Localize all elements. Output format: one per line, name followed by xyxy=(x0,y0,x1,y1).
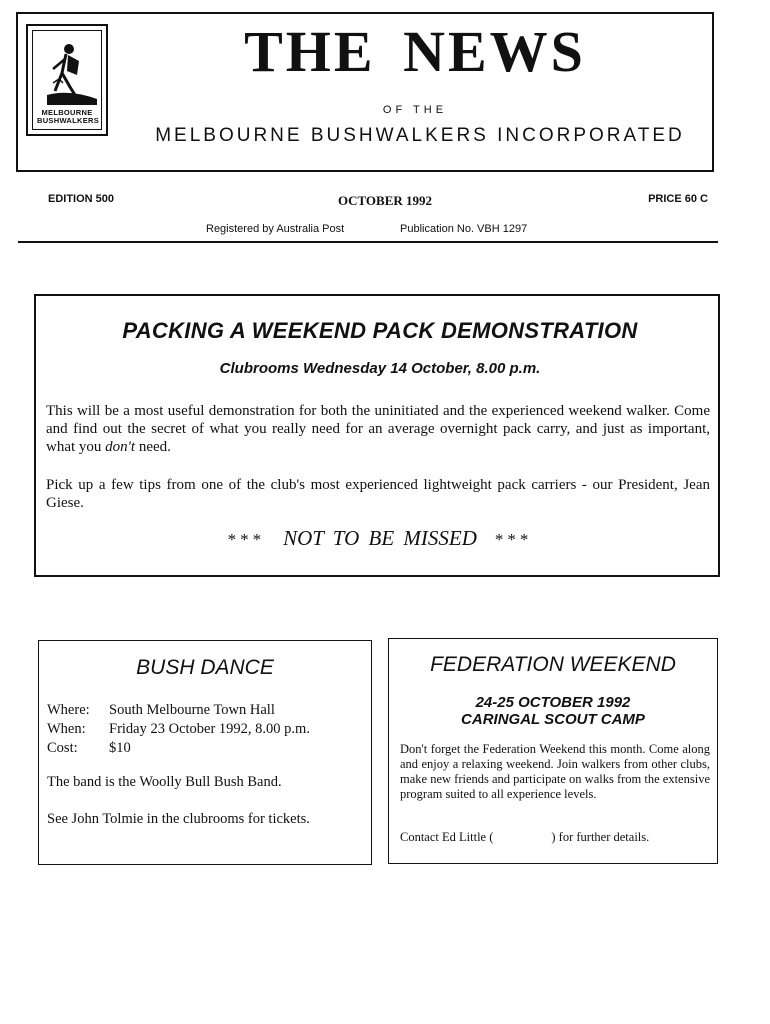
organization-name: MELBOURNE BUSHWALKERS INCORPORATED xyxy=(155,125,685,146)
pack-demo-paragraph-1 xyxy=(46,402,710,456)
logo-caption xyxy=(37,108,100,125)
cost-label: Cost: xyxy=(47,740,78,756)
hiker-icon xyxy=(39,39,105,111)
issue-date: OCTOBER 1992 xyxy=(337,193,433,208)
pack-demo-paragraph-1-text: This will be a most useful demonstration for both the uninitiated and the experienced weekend walker. Come and find out the secret of what you really need for an average overnight pack carry, and just as important, what you xyxy=(46,403,710,455)
bush-dance-band: The band is the Woolly Bull Bush Band. xyxy=(47,774,282,790)
bush-dance-title: BUSH DANCE xyxy=(136,656,274,679)
federation-title: FEDERATION WEEKEND xyxy=(430,653,676,676)
pack-demo-paragraph-1-end: need. xyxy=(135,439,171,455)
pack-demo-paragraph-2: Pick up a few tips from one of the club's most experienced lightweight pack carriers - our President, Jean Giese. xyxy=(46,477,710,511)
logo-line2: BUSHWALKERS xyxy=(37,116,100,125)
federation-date: 24-25 OCTOBER 1992 xyxy=(475,694,631,711)
bush-dance-when xyxy=(47,720,310,739)
registration-note: Registered by Australia Post xyxy=(206,223,345,235)
federation-body: Don't forget the Federation Weekend this month. Come along and enjoy a relaxing weekend. Join walkers from other clubs, make new friends and participate on walks from the extensive program suited to all experience levels. xyxy=(400,742,710,801)
bush-dance-cost xyxy=(47,739,131,758)
when-value: Friday 23 October 1992, 8.00 p.m. xyxy=(109,721,310,737)
edition-number: EDITION 500 xyxy=(48,193,115,205)
callout-text: NOT TO BE MISSED xyxy=(283,526,477,550)
pack-demo-emphasis: don't xyxy=(105,439,136,455)
newsletter-title: THE NEWS xyxy=(244,19,586,84)
pack-demo-title: PACKING A WEEKEND PACK DEMONSTRATION xyxy=(122,318,638,343)
publication-number: Publication No. VBH 1297 xyxy=(400,223,528,235)
cost-value: $10 xyxy=(109,740,131,756)
stars-right: *** xyxy=(494,530,533,549)
federation-contact-start: Contact Ed Little ( xyxy=(400,830,494,844)
bush-dance-contact: See John Tolmie in the clubrooms for tickets. xyxy=(47,811,310,827)
stars-left: *** xyxy=(227,530,266,549)
logo-line1: MELBOURNE xyxy=(41,108,93,117)
club-logo xyxy=(26,24,108,136)
federation-contact xyxy=(400,830,710,845)
where-value: South Melbourne Town Hall xyxy=(109,702,275,718)
federation-contact-end: ) for further details. xyxy=(551,830,650,844)
issue-price: PRICE 60 C xyxy=(648,193,708,205)
when-label: When: xyxy=(47,721,86,737)
bush-dance-where xyxy=(47,701,275,720)
pack-demo-subtitle: Clubrooms Wednesday 14 October, 8.00 p.m. xyxy=(219,360,541,377)
title-connector: OF THE xyxy=(382,104,448,116)
federation-venue: CARINGAL SCOUT CAMP xyxy=(461,711,645,728)
header-rule xyxy=(18,241,718,243)
pack-demo-callout xyxy=(40,526,720,551)
where-label: Where: xyxy=(47,702,90,718)
